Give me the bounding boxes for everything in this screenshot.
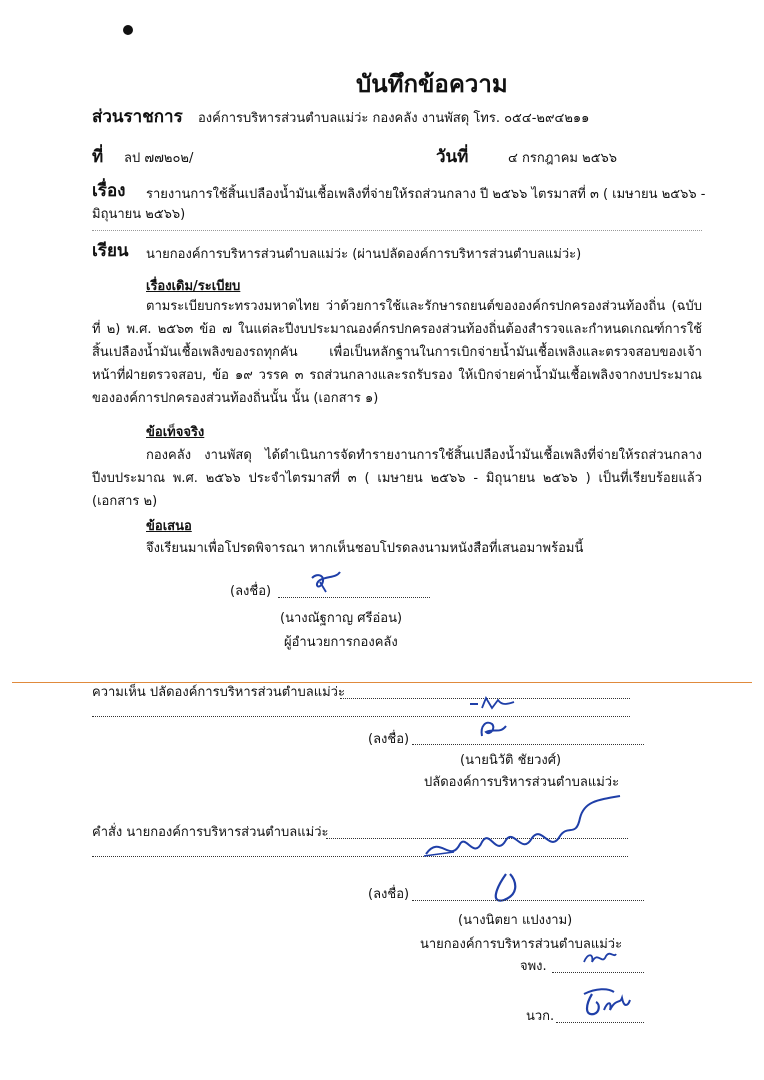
- initial2-label: นวก.: [526, 1009, 555, 1024]
- signer1-name: (นางณัฐกาญ ศรีอ่อน): [280, 611, 403, 626]
- garuda-emblem-logo: [96, 22, 160, 90]
- ref-label: ที่: [92, 147, 104, 167]
- order-sign-line: [412, 900, 644, 901]
- initial2-line: [556, 1022, 644, 1023]
- section-separator: [12, 682, 752, 683]
- signer1-signature: [306, 568, 346, 598]
- initial1-line: [552, 972, 644, 973]
- opinion-sign-line: [412, 744, 644, 745]
- subject-line-1: รายงานการใช้สิ้นเปลืองน้ำมันเชื้อเพลิงที่จ่ายให้รถส่วนกลาง ปี ๒๕๖๖ ไตรมาสที่ ๓ ( เมษายน ๒๕๖๖ -: [146, 187, 706, 202]
- opinion-position: ปลัดองค์การบริหารส่วนตำบลแม่ว่ะ: [424, 775, 620, 790]
- proposal-heading: ข้อเสนอ: [146, 519, 192, 534]
- memo-title: บันทึกข้อความ: [356, 70, 508, 98]
- recipient-label: เรียน: [92, 241, 129, 261]
- initial1-signature: [580, 946, 620, 970]
- recipient-value: นายกองค์การบริหารส่วนตำบลแม่ว่ะ (ผ่านปลัดองค์การบริหารส่วนตำบลแม่ว่ะ): [146, 247, 582, 262]
- order-position: นายกองค์การบริหารส่วนตำบลแม่ว่ะ: [420, 937, 623, 952]
- opinion-label: ความเห็น ปลัดองค์การบริหารส่วนตำบลแม่ว่ะ: [92, 685, 345, 700]
- initial2-signature: [574, 986, 634, 1022]
- subject-label: เรื่อง: [92, 181, 126, 201]
- order-handwritten-note: [420, 794, 636, 908]
- order-sign-label: (ลงชื่อ): [368, 887, 410, 902]
- header-divider: [92, 230, 702, 231]
- opinion-signature: [476, 716, 510, 744]
- opinion-sign-label: (ลงชื่อ): [368, 732, 410, 747]
- signer1-position: ผู้อำนวยการกองคลัง: [284, 635, 398, 650]
- signer1-sign-label: (ลงชื่อ): [230, 584, 272, 599]
- facts-heading: ข้อเท็จจริง: [146, 425, 205, 440]
- department-label: ส่วนราชการ: [92, 107, 183, 127]
- opinion-name: (นายนิวัติ ชัยวงศ์): [460, 753, 562, 768]
- initial1-label: จพง.: [520, 959, 547, 974]
- signer1-sign-line: [278, 597, 430, 598]
- date-value: ๔ กรกฎาคม ๒๕๖๖: [508, 151, 618, 166]
- order-name: (นางนิตยา แปงงาม): [458, 913, 573, 928]
- background-heading: เรื่องเดิม/ระเบียบ: [146, 279, 241, 294]
- opinion-handwritten-note: [468, 694, 528, 714]
- ref-value: ลป ๗๗๒๐๒/: [124, 151, 194, 166]
- order-label: คำสั่ง นายกองค์การบริหารส่วนตำบลแม่ว่ะ: [92, 825, 329, 840]
- date-label: วันที่: [436, 147, 469, 167]
- background-body: ตามระเบียบกระทรวงมหาดไทย ว่าด้วยการใช้และรักษารถยนต์ขององค์กรปกครองส่วนท้องถิ่น (ฉบับที่ ๒) พ.ศ. ๒๕๖๓ ข้อ ๗ ในแต่ละปีงบประมาณองค์กรปกครองส่วนท้องถิ่นต้องสำรวจและกำหนดเกณฑ์การใช้สิ้นเปลืองน้ำมันเชื้อเพลิงของรถทุกคัน เพื่อเป็นหลักฐานในการเบิกจ่ายน้ำมันเชื้อเพลิงและตรวจสอบของเจ้าหน้าที่ฝ่ายตรวจสอบ, ข้อ ๑๙ วรรค ๓ รถส่วนกลางและรถรับรอง ให้เบิกจ่ายค่าน้ำมันเชื้อเพลิงจากงบประมาณขององค์การปกครองส่วนท้องถิ่นนั้น นั้น (เอกสาร ๑): [92, 299, 702, 406]
- opinion-line-2: [92, 716, 630, 717]
- subject-line-2: มิถุนายน ๒๕๖๖): [92, 207, 186, 222]
- facts-body: กองคลัง งานพัสดุ ได้ดำเนินการจัดทำรายงานการใช้สิ้นเปลืองน้ำมันเชื้อเพลิงที่จ่ายให้รถส่วนกลาง ปีงบประมาณ พ.ศ. ๒๕๖๖ ประจำไตรมาสที่ ๓ ( เมษายน ๒๕๖๖ - มิถุนายน ๒๕๖๖ ) เป็นที่เรียบร้อยแล้ว (เอกสาร ๒): [92, 448, 702, 509]
- department-value: องค์การบริหารส่วนตำบลแม่ว่ะ กองคลัง งานพัสดุ โทร. ๐๕๔-๒๙๔๒๑๑: [198, 111, 590, 126]
- proposal-body: จึงเรียนมาเพื่อโปรดพิจารณา หากเห็นชอบโปรดลงนามหนังสือที่เสนอมาพร้อมนี้: [146, 541, 584, 556]
